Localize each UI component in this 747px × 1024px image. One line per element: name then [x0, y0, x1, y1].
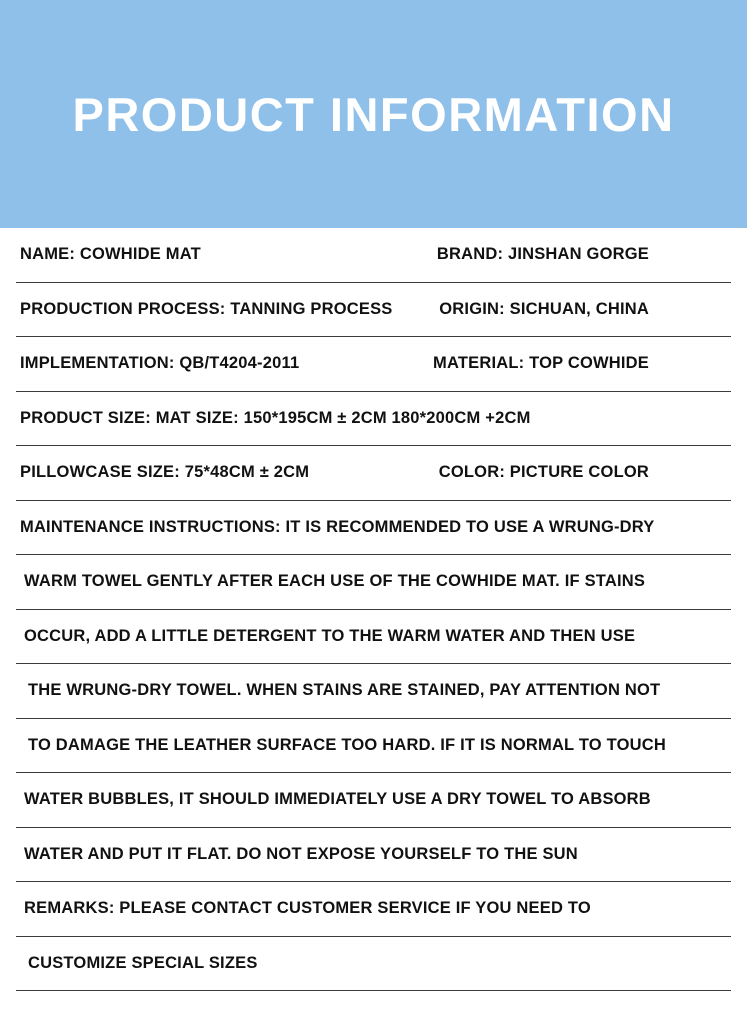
spec-product-size: PRODUCT SIZE: MAT SIZE: 150*195CM ± 2CM 180*200CM +2CM — [20, 408, 531, 427]
maintenance-line-5: TO DAMAGE THE LEATHER SURFACE TOO HARD. IF IT IS NORMAL TO TOUCH — [28, 735, 666, 754]
table-row — [16, 937, 731, 992]
spec-origin: ORIGIN: SICHUAN, CHINA — [439, 299, 649, 318]
table-row — [16, 882, 731, 937]
maintenance-line-1: MAINTENANCE INSTRUCTIONS: IT IS RECOMMENDED TO USE A WRUNG-DRY — [20, 517, 655, 536]
maintenance-line-7: WATER AND PUT IT FLAT. DO NOT EXPOSE YOURSELF TO THE SUN — [24, 844, 578, 863]
table-row — [16, 337, 731, 392]
maintenance-line-4: THE WRUNG-DRY TOWEL. WHEN STAINS ARE STAINED, PAY ATTENTION NOT — [28, 681, 661, 700]
spec-production-process: PRODUCTION PROCESS: TANNING PROCESS — [20, 299, 393, 318]
spec-brand: BRAND: JINSHAN GORGE — [436, 245, 649, 264]
maintenance-line-6: WATER BUBBLES, IT SHOULD IMMEDIATELY USE A DRY TOWEL TO ABSORB — [24, 790, 651, 809]
table-row — [16, 283, 731, 338]
table-row — [16, 392, 731, 447]
spec-pillowcase-size: PILLOWCASE SIZE: 75*48CM ± 2CM — [20, 463, 310, 482]
spec-color: COLOR: PICTURE COLOR — [438, 463, 649, 482]
specification-table — [0, 228, 747, 991]
table-row — [16, 719, 731, 774]
spec-material: MATERIAL: TOP COWHIDE — [433, 354, 649, 373]
spec-implementation: IMPLEMENTATION: QB/T4204-2011 — [20, 354, 300, 373]
maintenance-line-2: WARM TOWEL GENTLY AFTER EACH USE OF THE COWHIDE MAT. IF STAINS — [24, 572, 646, 591]
maintenance-line-3: OCCUR, ADD A LITTLE DETERGENT TO THE WARM WATER AND THEN USE — [24, 626, 636, 645]
table-row — [16, 773, 731, 828]
table-row — [16, 610, 731, 665]
table-row — [16, 555, 731, 610]
table-row — [16, 828, 731, 883]
table-row — [16, 228, 731, 283]
spec-name: NAME: COWHIDE MAT — [20, 245, 201, 264]
table-row — [16, 501, 731, 556]
remarks-line-2: CUSTOMIZE SPECIAL SIZES — [28, 953, 258, 972]
table-row — [16, 664, 731, 719]
table-row — [16, 446, 731, 501]
remarks-line-1: REMARKS: PLEASE CONTACT CUSTOMER SERVICE IF YOU NEED TO — [24, 899, 591, 918]
page-title: PRODUCT INFORMATION — [72, 87, 675, 141]
header-banner — [0, 0, 747, 228]
